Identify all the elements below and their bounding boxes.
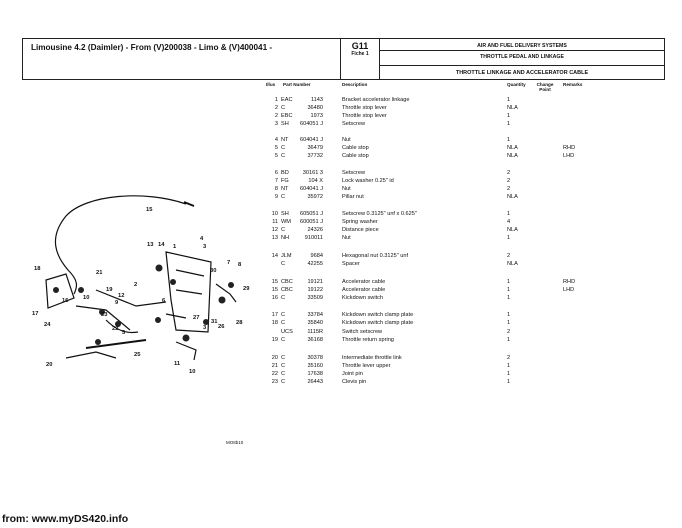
part-number: 104 X bbox=[308, 178, 323, 184]
illus-number: 5 bbox=[274, 145, 278, 151]
illus-number: 2 bbox=[274, 105, 278, 111]
part-description: Lock washer 0.25" id bbox=[342, 178, 394, 184]
part-number: 36168 bbox=[307, 337, 323, 343]
part-number: 604041 J bbox=[299, 137, 323, 143]
part-prefix: C bbox=[281, 153, 286, 159]
part-description: Cable stop bbox=[342, 145, 369, 151]
part-description: Clevis pin bbox=[342, 379, 367, 385]
callout-number: 24 bbox=[44, 322, 51, 328]
part-quantity: 1 bbox=[507, 211, 511, 217]
illus-number: 17 bbox=[271, 312, 278, 318]
part-prefix: SH bbox=[281, 121, 289, 127]
part-prefix: CBC bbox=[281, 279, 293, 285]
part-description: Nut bbox=[342, 137, 351, 143]
part-number: 600051 J bbox=[299, 219, 323, 225]
part-quantity: 2 bbox=[507, 253, 511, 259]
part-quantity: 2 bbox=[507, 178, 511, 184]
part-prefix: C bbox=[281, 371, 286, 377]
callout-number: 28 bbox=[236, 320, 243, 326]
callout-number: 17 bbox=[32, 311, 39, 317]
callout-number: 27 bbox=[193, 315, 200, 321]
accelerator-cable bbox=[55, 196, 186, 294]
part-quantity: 2 bbox=[507, 170, 511, 176]
part-description: Hexagonal nut 0.3125" unf bbox=[342, 253, 409, 259]
part-quantity: 2 bbox=[507, 355, 511, 361]
part-quantity: 1 bbox=[507, 295, 511, 301]
part-prefix: C bbox=[281, 105, 286, 111]
illus-number: 5 bbox=[274, 153, 278, 159]
part-number: 42255 bbox=[307, 261, 323, 267]
callout-number: 10 bbox=[83, 295, 90, 301]
col-description: Description bbox=[342, 82, 368, 87]
part-prefix: WM bbox=[281, 219, 291, 225]
part-remarks: RHD bbox=[563, 279, 576, 285]
part-number: 19122 bbox=[307, 287, 323, 293]
callout-number: 1 bbox=[173, 244, 177, 250]
callout-number: 10 bbox=[189, 369, 196, 375]
part-quantity: NLA bbox=[507, 194, 518, 200]
part-number: 33509 bbox=[307, 295, 323, 301]
part-prefix: C bbox=[281, 295, 286, 301]
part-quantity: 1 bbox=[507, 279, 511, 285]
illus-number: 6 bbox=[274, 170, 278, 176]
col-remarks: Remarks bbox=[563, 82, 583, 87]
callout-number: 29 bbox=[243, 286, 250, 292]
part-description: Kickdown switch clamp plate bbox=[342, 320, 414, 326]
part-number: 604041 J bbox=[299, 186, 323, 192]
part-quantity: 1 bbox=[507, 312, 511, 318]
part-prefix: C bbox=[281, 145, 286, 151]
part-number: 605051 J bbox=[299, 211, 323, 217]
illus-number: 1 bbox=[274, 97, 278, 103]
part-prefix: NH bbox=[281, 235, 290, 241]
part-number: 30161 3 bbox=[302, 170, 323, 176]
part-quantity: NLA bbox=[507, 145, 518, 151]
part-quantity: NLA bbox=[507, 261, 518, 267]
part-number: 35972 bbox=[307, 194, 323, 200]
part-description: Nut bbox=[342, 235, 351, 241]
part-number: 604051 J bbox=[299, 121, 323, 127]
part-prefix: CBC bbox=[281, 287, 293, 293]
part-number: 1115R bbox=[307, 329, 323, 335]
illus-number: 18 bbox=[271, 320, 278, 326]
callout-number: 23 bbox=[101, 312, 108, 318]
part-quantity: NLA bbox=[507, 153, 518, 159]
part-quantity: 1 bbox=[507, 337, 511, 343]
group-code: G11 bbox=[351, 41, 369, 51]
illus-number: 22 bbox=[271, 371, 278, 377]
part-number: 30378 bbox=[307, 355, 323, 361]
illus-number: 15 bbox=[271, 279, 278, 285]
illus-number: 16 bbox=[271, 295, 278, 301]
illus-number: 8 bbox=[274, 186, 278, 192]
part-number: 1973 bbox=[310, 113, 323, 119]
part-prefix: EBC bbox=[281, 113, 293, 119]
fiche-label: Fiche 1 bbox=[351, 51, 369, 57]
part-quantity: 1 bbox=[507, 363, 511, 369]
part-prefix: BD bbox=[281, 170, 289, 176]
callout-number: 7 bbox=[227, 260, 231, 266]
part-description: Throttle return spring bbox=[342, 337, 394, 343]
part-description: Kickdown switch bbox=[342, 295, 384, 301]
callout-number: 2 bbox=[134, 282, 138, 288]
part-prefix: C bbox=[281, 320, 286, 326]
part-prefix: NT bbox=[281, 186, 289, 192]
part-remarks: LHD bbox=[563, 287, 575, 293]
part-description: Pillar nut bbox=[342, 194, 364, 200]
callout-number: 25 bbox=[134, 352, 141, 358]
callout-number: 3 bbox=[203, 325, 207, 331]
part-description: Accelerator cable bbox=[342, 279, 386, 285]
illus-number: 10 bbox=[271, 211, 278, 217]
callout-number: 14 bbox=[158, 242, 165, 248]
illus-number: 14 bbox=[271, 253, 278, 259]
diagram-reference: MO8b10 bbox=[226, 440, 244, 445]
part-description: Throttle stop lever bbox=[342, 113, 387, 119]
part-description: Kickdown switch clamp plate bbox=[342, 312, 414, 318]
part-description: Setscrew bbox=[342, 170, 366, 176]
callout-number: 19 bbox=[106, 287, 113, 293]
illus-number: 3 bbox=[274, 121, 278, 127]
callout-number: 21 bbox=[96, 270, 103, 276]
part-quantity: NLA bbox=[507, 227, 518, 233]
part-description: Throttle stop lever bbox=[342, 105, 387, 111]
part-description: Setscrew 0.3125" unf x 0.625" bbox=[342, 211, 417, 217]
illus-number: 15 bbox=[271, 287, 278, 293]
part-prefix: NT bbox=[281, 137, 289, 143]
part-number: 17638 bbox=[307, 371, 323, 377]
part-prefix: C bbox=[281, 363, 286, 369]
part-description: Nut bbox=[342, 186, 351, 192]
part-prefix: SH bbox=[281, 211, 289, 217]
callout-number: 30 bbox=[210, 268, 217, 274]
part-prefix: EAC bbox=[281, 97, 293, 103]
system-title: AIR AND FUEL DELIVERY SYSTEMS bbox=[477, 43, 567, 49]
model-title: Limousine 4.2 (Daimler) - From (V)200038 - Limo & (V)400041 - bbox=[31, 43, 273, 52]
illus-number: 4 bbox=[274, 137, 278, 143]
part-description: Spring washer bbox=[342, 219, 378, 225]
illus-number: 19 bbox=[271, 337, 278, 343]
part-quantity: 1 bbox=[507, 235, 511, 241]
part-prefix: C bbox=[281, 227, 286, 233]
callout-number: 9 bbox=[115, 300, 119, 306]
part-quantity: 2 bbox=[507, 186, 511, 192]
exploded-diagram bbox=[26, 190, 266, 390]
part-number: 1143 bbox=[310, 97, 323, 103]
callout-number: 31 bbox=[211, 319, 218, 325]
part-number: 33784 bbox=[307, 312, 323, 318]
col-illus: Illus bbox=[266, 82, 276, 87]
callout-number: 20 bbox=[46, 362, 53, 368]
part-prefix: UCS bbox=[281, 329, 293, 335]
part-quantity: 1 bbox=[507, 287, 511, 293]
part-number: 36479 bbox=[307, 145, 323, 151]
part-quantity: NLA bbox=[507, 105, 518, 111]
col-quantity: Quantity bbox=[507, 82, 526, 87]
callout-number: 13 bbox=[147, 242, 154, 248]
part-number: 9684 bbox=[310, 253, 323, 259]
part-quantity: 2 bbox=[507, 329, 511, 335]
illus-number: 20 bbox=[271, 355, 278, 361]
illus-number: 21 bbox=[271, 363, 278, 369]
callout-number: 15 bbox=[146, 207, 153, 213]
part-number: 36480 bbox=[307, 105, 323, 111]
illus-number: 9 bbox=[274, 194, 278, 200]
part-description: Accelerator cable bbox=[342, 287, 386, 293]
part-description: Throttle lever upper bbox=[342, 363, 391, 369]
part-prefix: C bbox=[281, 379, 286, 385]
part-description: Intermediate throttle link bbox=[342, 355, 402, 361]
part-description: Joint pin bbox=[342, 371, 363, 377]
part-quantity: 1 bbox=[507, 379, 511, 385]
part-quantity: 1 bbox=[507, 137, 511, 143]
illus-number: 7 bbox=[274, 178, 278, 184]
part-prefix: C bbox=[281, 261, 286, 267]
part-description: Cable stop bbox=[342, 153, 369, 159]
part-quantity: 1 bbox=[507, 97, 511, 103]
callout-number: 6 bbox=[162, 298, 166, 304]
part-prefix: C bbox=[281, 337, 286, 343]
part-number: 19121 bbox=[307, 279, 323, 285]
part-quantity: 4 bbox=[507, 219, 511, 225]
source-footer: from: www.myDS420.info bbox=[2, 513, 129, 525]
callout-number: 18 bbox=[34, 266, 41, 272]
callout-number: 4 bbox=[200, 236, 204, 242]
part-prefix: C bbox=[281, 355, 286, 361]
part-prefix: C bbox=[281, 194, 286, 200]
part-number: 910011 bbox=[304, 235, 323, 241]
callout-number: 26 bbox=[218, 324, 225, 330]
callout-number: 8 bbox=[238, 262, 242, 268]
part-prefix: JLM bbox=[281, 253, 292, 259]
callout-number: 3 bbox=[203, 244, 207, 250]
part-prefix: FG bbox=[281, 178, 289, 184]
part-description: Spacer bbox=[342, 261, 360, 267]
part-remarks: LHD bbox=[563, 153, 575, 159]
part-remarks: RHD bbox=[563, 145, 576, 151]
illus-number: 11 bbox=[272, 219, 278, 225]
col-change-point: Change Point bbox=[536, 82, 554, 92]
header-box bbox=[22, 38, 665, 80]
callout-number: 11 bbox=[174, 361, 181, 367]
part-prefix: C bbox=[281, 312, 286, 318]
illus-number: 2 bbox=[274, 113, 278, 119]
callout-number: 5 bbox=[122, 330, 126, 336]
part-quantity: 1 bbox=[507, 113, 511, 119]
col-part-number: Part Number bbox=[283, 82, 311, 87]
part-description: Bracket accelerator linkage bbox=[342, 97, 410, 103]
part-number: 35160 bbox=[307, 363, 323, 369]
part-number: 24326 bbox=[307, 227, 323, 233]
illus-number: 12 bbox=[271, 227, 278, 233]
part-number: 26443 bbox=[307, 379, 323, 385]
illus-number: 23 bbox=[271, 379, 278, 385]
subsystem-title: THROTTLE PEDAL AND LINKAGE bbox=[480, 54, 564, 60]
part-number: 35840 bbox=[307, 320, 323, 326]
part-description: Setscrew bbox=[342, 121, 366, 127]
part-quantity: 1 bbox=[507, 371, 511, 377]
callout-number: 22 bbox=[112, 326, 119, 332]
part-description: Distance piece bbox=[342, 227, 379, 233]
illus-number: 13 bbox=[271, 235, 278, 241]
callout-number: 12 bbox=[118, 293, 125, 299]
part-quantity: 1 bbox=[507, 121, 511, 127]
part-description: Switch setscrew bbox=[342, 329, 383, 335]
part-number: 37732 bbox=[307, 153, 323, 159]
callout-number: 16 bbox=[62, 298, 69, 304]
part-quantity: 1 bbox=[507, 320, 511, 326]
section-title: THROTTLE LINKAGE AND ACCELERATOR CABLE bbox=[455, 70, 589, 76]
